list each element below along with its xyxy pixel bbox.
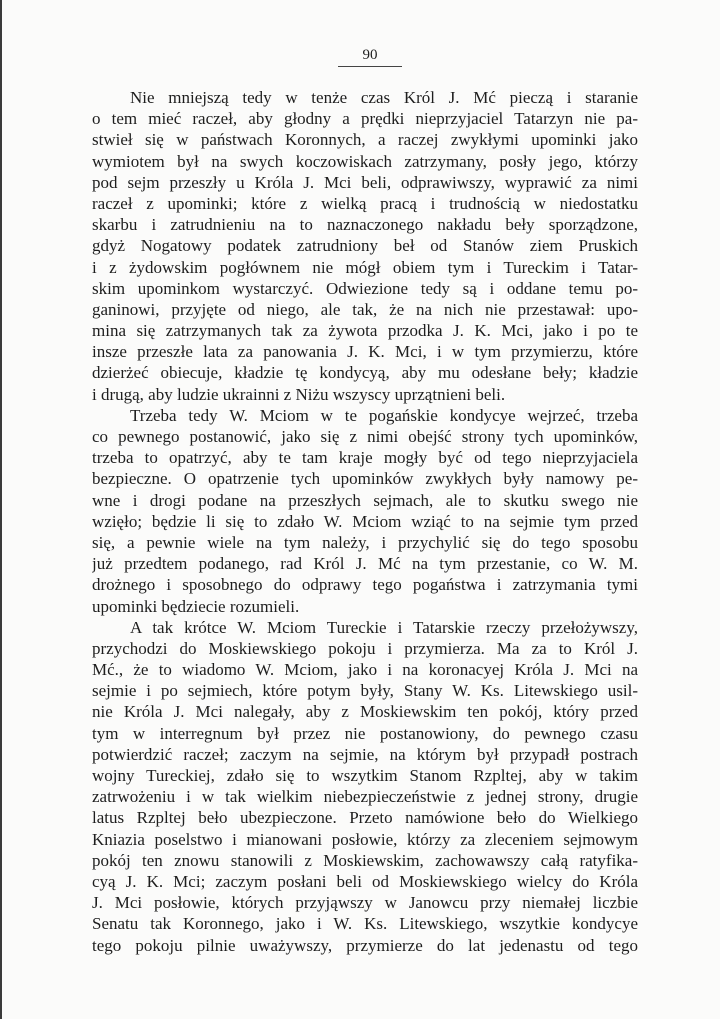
text-line: skarbu i zatrudnieniu na to naznaczonego nakładu beły sporządzone, [92,215,638,235]
text-line: cyą J. K. Mci; zaczym posłani beli od Moskiewskiego wielcy do Króla [92,871,638,891]
text-line: Mć., że to wiadomo W. Mciom, jako i na koronacyej Króla J. Mci na [92,660,638,680]
text-line: latus Rzpltej beło ubezpieczone. Przeto namówione beło do Wielkiego [92,808,638,828]
text-line: ganinowi, przyjęte od niego, ale tak, że na nich nie przestawał: upo- [92,299,638,319]
text-line: i z żydowskim pogłównem nie mógł obiem tym i Tureckim i Tatar- [92,257,638,277]
body-text [92,87,638,956]
paragraph [92,617,638,956]
text-line: pokój ten znowu stanowili z Moskiewskim, zachowawszy całą ratyfika- [92,850,638,870]
text-line: insze przeszłe lata za panowania J. K. Mci, i w tym przymierzu, które [92,342,638,362]
text-line: dzierżeć obiecuje, kładzie tę kondycyą, aby mu odesłane beły; kładzie [92,363,638,383]
text-line: wojny Tureckiej, zdało się to wszytkim Stanom Rzpltej, aby w takim [92,766,638,785]
text-line: A tak krótce W. Mciom Tureckie i Tatarskie rzeczy przełożywszy, [130,617,638,637]
text-line: co pewnego postanowić, jako się z nimi obejść strony tych upominków, [92,427,638,446]
text-line: już przedtem podanego, rad Król J. Mć na tym przestanie, co W. M. [92,554,638,574]
text-line: skim upominkom wystarczyć. Odwiezione tedy są i oddane temu po- [92,278,638,298]
text-line: J. Mci posłowie, których przyjąwszy w Janowcu przy niemałej liczbie [92,893,638,913]
text-line: tego pokoju pilnie uważywszy, przymierze do lat jedenastu od tego [92,935,638,955]
page-number: 90 [362,47,378,63]
paragraph [92,87,638,405]
text-line: drożnego i sposobnego do odprawy tego pogaństwa i zatrzymania tymi [92,575,638,595]
text-line: Nie mniejszą tedy w tenże czas Król J. Mć pieczą i staranie [130,88,638,107]
text-line: tym w interregnum był przez nie postanowiony, do pewnego czasu [92,723,638,743]
text-line: wymiotem był na swych koczowiskach zatrzymany, posły jego, którzy [92,151,638,171]
page-number-rule [338,66,402,67]
text-line: Kniazia poselstwo i mianowani posłowie, którzy za zleceniem sejmowym [92,829,638,849]
text-line: trzeba to opatrzyć, aby te tam kraje mogły być od tego nieprzyjaciela [92,448,638,468]
text-line: Trzeba tedy W. Mciom w te pogańskie kondycye wejrzeć, trzeba [130,405,638,425]
text-line: o tem mieć raczeł, aby głodny a prędki nieprzyjaciel Tatarzyn nie pa- [92,109,638,129]
text-line: Senatu tak Koronnego, jako i W. Ks. Litewskiego, wszytkie kondycye [92,914,638,934]
text-line: upominki będziecie rozumieli. [92,596,300,616]
text-line: mina się zatrzymanych tak za żywota przodka J. K. Mci, jako i po te [92,321,638,341]
text-line: potwierdzić raczeł; zaczym na sejmie, na którym był przypadł postrach [92,744,638,764]
text-line: bezpieczne. O opatrzenie tych upominków zwykłych były namowy pe- [92,469,638,489]
text-line: przychodzi do Moskiewskiego pokoju i przymierza. Ma za to Król J. [92,638,638,658]
text-line: pod sejm przeszły u Króla J. Mci beli, odprawiwszy, wyprawić za nimi [92,172,638,192]
text-line: nie Króla J. Mci nalegały, aby z Moskiewskim ten pokój, który przed [92,702,638,722]
text-line: się, a pewnie wiele na tym należy, i przychylić się do tego sposobu [92,532,638,552]
text-line: zatrwożeniu i w tak wielkim niebezpieczeństwie z jednej strony, drugie [92,787,638,807]
text-line: i drugą, aby ludzie ukrainni z Niżu wszyscy uprzątnieni beli. [92,384,506,404]
paragraph [92,405,638,617]
text-line: wzięło; będzie li się to zdało W. Mciom wziąć to na sejmie tym przed [92,511,638,531]
text-line: sejmie i po sejmiech, które potym były, Stany W. Ks. Litewskiego usil- [92,681,638,701]
text-line: gdyż Nogatowy podatek zatrudniony beł od Stanów ziem Pruskich [92,236,638,256]
text-line: raczeł z upominki; które z wielką pracą i trudnością w niedostatku [92,193,638,213]
text-line: wne i drogi podane na przeszłych sejmach, ale to skutku swego nie [92,490,638,510]
scan-edge [0,0,2,1019]
text-line: stwieł się w państwach Koronnych, a raczej zwykłymi upominki jako [92,130,638,150]
